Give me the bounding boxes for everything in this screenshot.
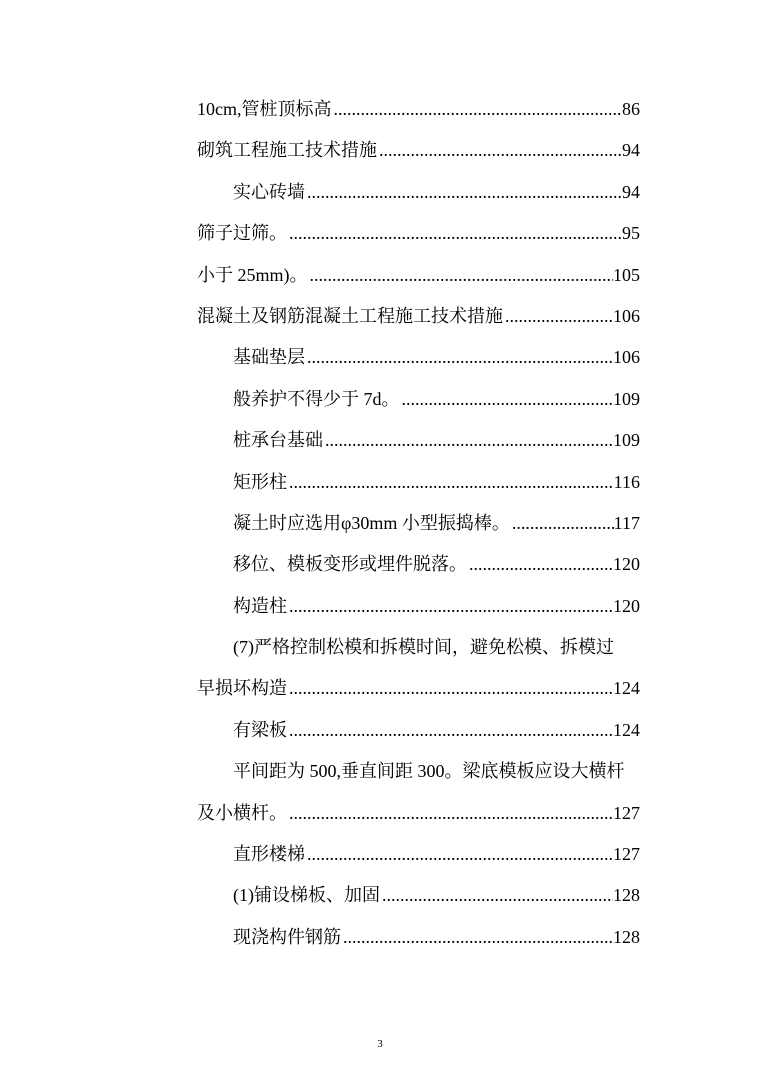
dot-leader bbox=[308, 255, 614, 296]
toc-entry-page: 94 bbox=[622, 140, 640, 161]
toc-entry-label: 实心砖墙 bbox=[233, 181, 305, 202]
toc-entry-label: (7)严格控制松模和拆模时间，避免松模、拆模过 bbox=[233, 637, 614, 658]
toc-entry bbox=[197, 213, 640, 254]
toc-entry-label: 10cm,管桩顶标高 bbox=[197, 99, 332, 119]
toc-entry bbox=[197, 420, 640, 461]
toc-entry-page: 128 bbox=[613, 926, 640, 947]
toc-entry-page: 120 bbox=[613, 554, 640, 575]
toc-entry-label: 及小横杆。 bbox=[197, 802, 287, 823]
toc-entry bbox=[197, 462, 640, 503]
dot-leader bbox=[467, 544, 613, 585]
toc-entry-page: 127 bbox=[613, 802, 640, 823]
toc-entry-label: (1)铺设梯板、加固 bbox=[233, 885, 380, 906]
toc-entry bbox=[197, 668, 640, 709]
toc-entry bbox=[197, 586, 640, 627]
toc-entry-label: 移位、模板变形或埋件脱落。 bbox=[233, 554, 467, 575]
toc-entry-label: 筛子过筛。 bbox=[197, 223, 287, 244]
toc-entry-label: 矩形柱 bbox=[233, 471, 287, 492]
toc-entry-page: 106 bbox=[613, 305, 640, 326]
dot-leader bbox=[400, 379, 614, 420]
toc-entry bbox=[197, 710, 640, 751]
dot-leader bbox=[377, 130, 622, 171]
toc-entry-label: 般养护不得少于 7d。 bbox=[233, 388, 400, 409]
dot-leader bbox=[287, 793, 613, 834]
toc-entry-label: 凝土时应选用φ30mm 小型振捣棒。 bbox=[233, 512, 510, 533]
page-number: 3 bbox=[377, 1038, 383, 1050]
toc-entry-page: 127 bbox=[613, 844, 640, 865]
dot-leader bbox=[305, 337, 613, 378]
toc-entry bbox=[197, 503, 640, 544]
toc-entry bbox=[197, 875, 640, 916]
toc-entry bbox=[197, 172, 640, 213]
dot-leader bbox=[287, 462, 614, 503]
toc-entry-label: 基础垫层 bbox=[233, 347, 305, 368]
toc-entry-label: 现浇构件钢筋 bbox=[233, 926, 341, 947]
toc-entry-label: 有梁板 bbox=[233, 719, 287, 740]
toc-entry-label: 平间距为 500,垂直间距 300。梁底模板应设大横杆 bbox=[233, 761, 625, 782]
dot-leader bbox=[323, 420, 613, 461]
toc-entry bbox=[197, 89, 640, 130]
toc-entry-page: 109 bbox=[613, 388, 640, 409]
dot-leader bbox=[305, 834, 613, 875]
dot-leader bbox=[287, 213, 622, 254]
dot-leader bbox=[332, 89, 623, 130]
toc-entry bbox=[197, 544, 640, 585]
toc-entry-page: 120 bbox=[613, 595, 640, 616]
toc-entry-page: 124 bbox=[613, 678, 640, 699]
toc-entry-page: 128 bbox=[613, 885, 640, 906]
toc-entry-label: 混凝土及钢筋混凝土工程施工技术措施 bbox=[197, 305, 503, 326]
toc-entry-page: 105 bbox=[613, 264, 640, 285]
toc-entry-continued bbox=[197, 627, 640, 668]
dot-leader bbox=[380, 875, 613, 916]
toc-entry-page: 117 bbox=[613, 512, 640, 533]
toc-entry-page: 94 bbox=[622, 181, 640, 202]
toc-entry-page: 86 bbox=[622, 99, 640, 119]
toc-entry-continued bbox=[197, 751, 640, 792]
toc-entry bbox=[197, 793, 640, 834]
dot-leader bbox=[287, 710, 613, 751]
toc-entry bbox=[197, 917, 640, 958]
toc-entry bbox=[197, 130, 640, 171]
toc-entry bbox=[197, 296, 640, 337]
toc-entry bbox=[197, 379, 640, 420]
dot-leader bbox=[341, 917, 613, 958]
dot-leader bbox=[503, 296, 613, 337]
toc-entry-label: 砌筑工程施工技术措施 bbox=[197, 140, 377, 161]
toc-entry-page: 116 bbox=[613, 471, 640, 492]
dot-leader bbox=[305, 172, 622, 213]
toc-entry-label: 早损坏构造 bbox=[197, 678, 287, 699]
toc-entry bbox=[197, 834, 640, 875]
toc-entry bbox=[197, 337, 640, 378]
toc-entry-label: 构造柱 bbox=[233, 595, 287, 616]
toc-entry-page: 124 bbox=[613, 719, 640, 740]
dot-leader bbox=[510, 503, 614, 544]
table-of-contents bbox=[197, 89, 640, 958]
toc-entry bbox=[197, 255, 640, 296]
toc-entry-label: 小于 25mm)。 bbox=[197, 264, 308, 285]
toc-entry-page: 109 bbox=[613, 430, 640, 451]
toc-entry-page: 95 bbox=[622, 223, 640, 244]
toc-entry-page: 106 bbox=[613, 347, 640, 368]
dot-leader bbox=[287, 586, 613, 627]
dot-leader bbox=[287, 668, 613, 709]
toc-entry-label: 桩承台基础 bbox=[233, 430, 323, 451]
toc-entry-label: 直形楼梯 bbox=[233, 844, 305, 865]
